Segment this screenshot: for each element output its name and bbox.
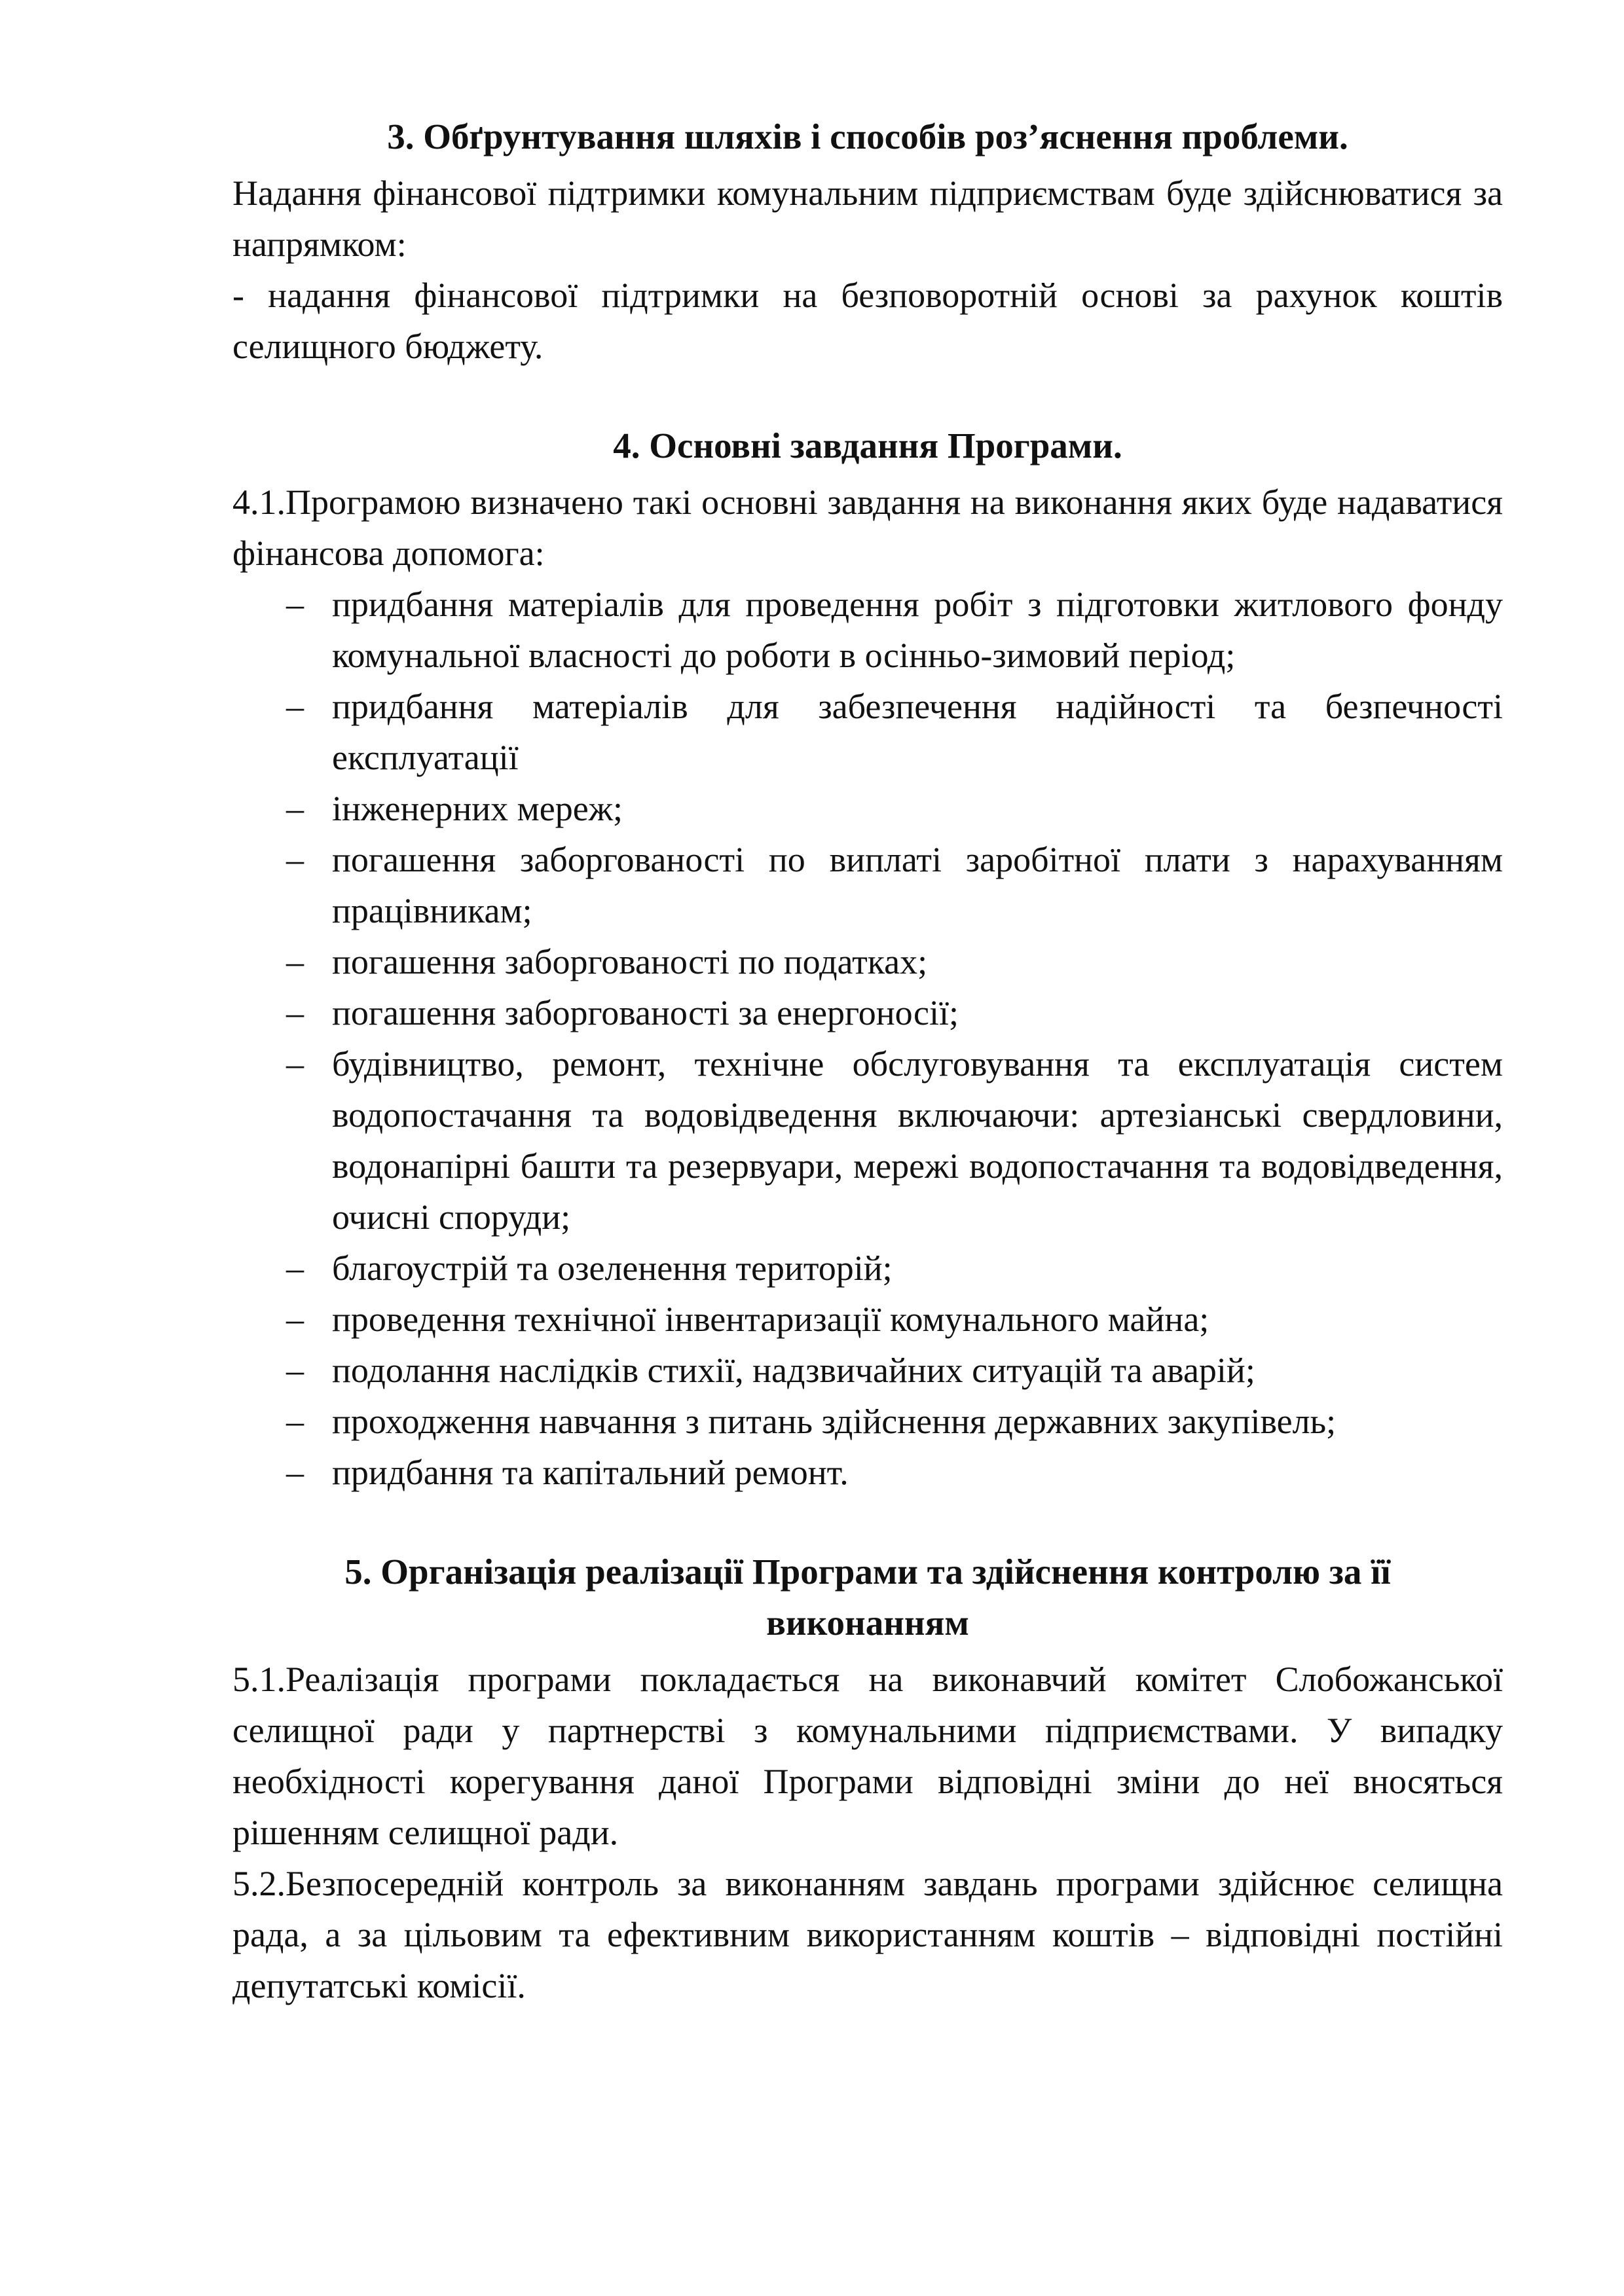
task-list-item: [232, 987, 1503, 1038]
dash-bullet-icon: –: [286, 1351, 304, 1390]
document-page: [232, 111, 1503, 2011]
section-5-paragraph-2: 5.2.Безпосередній контроль за виконанням завдань програми здійснює селищна рада, а за цільовим та ефективним використанням коштів – відповідні постійні депутатські комісії.: [232, 1864, 1503, 2005]
dash-bullet-icon: –: [286, 687, 304, 726]
dash-bullet-icon: –: [286, 993, 304, 1032]
task-text: придбання матеріалів для проведення робіт з підготовки житлового фонду комунальної власності до роботи в осінньо-зимовий період;: [332, 585, 1503, 675]
section-4-heading: 4. Основні завдання Програми.: [613, 426, 1122, 465]
dash-bullet-icon: –: [286, 789, 304, 828]
task-list-item: [232, 834, 1503, 936]
task-text: погашення заборгованості по податках;: [332, 942, 928, 981]
task-list-item: [232, 1447, 1503, 1498]
section-5-paragraph-1: 5.1.Реалізація програми покладається на виконавчий комітет Слобожанської селищної ради у партнерстві з комунальними підприємствами. У випадку необхідності корегування даної Програми відповідні зміни до неї вносяться рішенням селищної ради.: [232, 1660, 1503, 1852]
task-text: проведення технічної інвентаризації комунального майна;: [332, 1300, 1209, 1339]
section-3-heading: 3. Обґрунтування шляхів і способів роз’яснення проблеми.: [387, 117, 1348, 156]
task-list: [232, 579, 1503, 1498]
task-list-item: [232, 681, 1503, 783]
task-list-item: [232, 936, 1503, 987]
task-list-item: [232, 1345, 1503, 1396]
dash-bullet-icon: –: [286, 1300, 304, 1339]
section-5-heading-line-2: виконанням: [766, 1603, 969, 1643]
task-text: подолання наслідків стихії, надзвичайних ситуацій та аварій;: [332, 1351, 1255, 1390]
section-3-paragraph-1: Надання фінансової підтримки комунальним підприємствам буде здійснюватися за напрямком:: [232, 173, 1503, 264]
dash-bullet-icon: –: [286, 1248, 304, 1288]
section-3-paragraph-2: - надання фінансової підтримки на безповоротній основі за рахунок коштів селищного бюджету.: [232, 276, 1503, 366]
task-list-item: [232, 1038, 1503, 1243]
task-text: придбання матеріалів для забезпечення надійності та безпечності експлуатації: [332, 687, 1503, 777]
section-spacer: [232, 1498, 1503, 1546]
task-text: інженерних мереж;: [332, 789, 623, 828]
task-text: будівництво, ремонт, технічне обслуговування та експлуатація систем водопостачання та водовідведення включаючи: артезіанські свердловини, водонапірні башти та резервуари, мережі водопостачання та водовідведення, очисні споруди;: [332, 1044, 1503, 1237]
task-list-item: [232, 783, 1503, 834]
task-text: проходження навчання з питань здійснення державних закупівель;: [332, 1402, 1337, 1441]
task-text: благоустрій та озеленення територій;: [332, 1248, 893, 1288]
dash-bullet-icon: –: [286, 1453, 304, 1492]
task-list-item: [232, 579, 1503, 681]
task-text: придбання та капітальний ремонт.: [332, 1453, 849, 1492]
task-list-item: [232, 1396, 1503, 1447]
dash-bullet-icon: –: [286, 585, 304, 624]
section-5-heading-line-1: 5. Організація реалізації Програми та здійснення контролю за її: [344, 1552, 1391, 1592]
task-list-item: [232, 1243, 1503, 1294]
section-spacer: [232, 372, 1503, 420]
task-text: погашення заборгованості за енергоносії;: [332, 993, 959, 1032]
dash-bullet-icon: –: [286, 1044, 304, 1084]
dash-bullet-icon: –: [286, 1402, 304, 1441]
task-text: погашення заборгованості по виплаті заробітної плати з нарахуванням працівникам;: [332, 840, 1503, 930]
task-list-item: [232, 1294, 1503, 1345]
section-4-intro: 4.1.Програмою визначено такі основні завдання на виконання яких буде надаватися фінансова допомога:: [232, 483, 1503, 573]
dash-bullet-icon: –: [286, 942, 304, 981]
dash-bullet-icon: –: [286, 840, 304, 879]
